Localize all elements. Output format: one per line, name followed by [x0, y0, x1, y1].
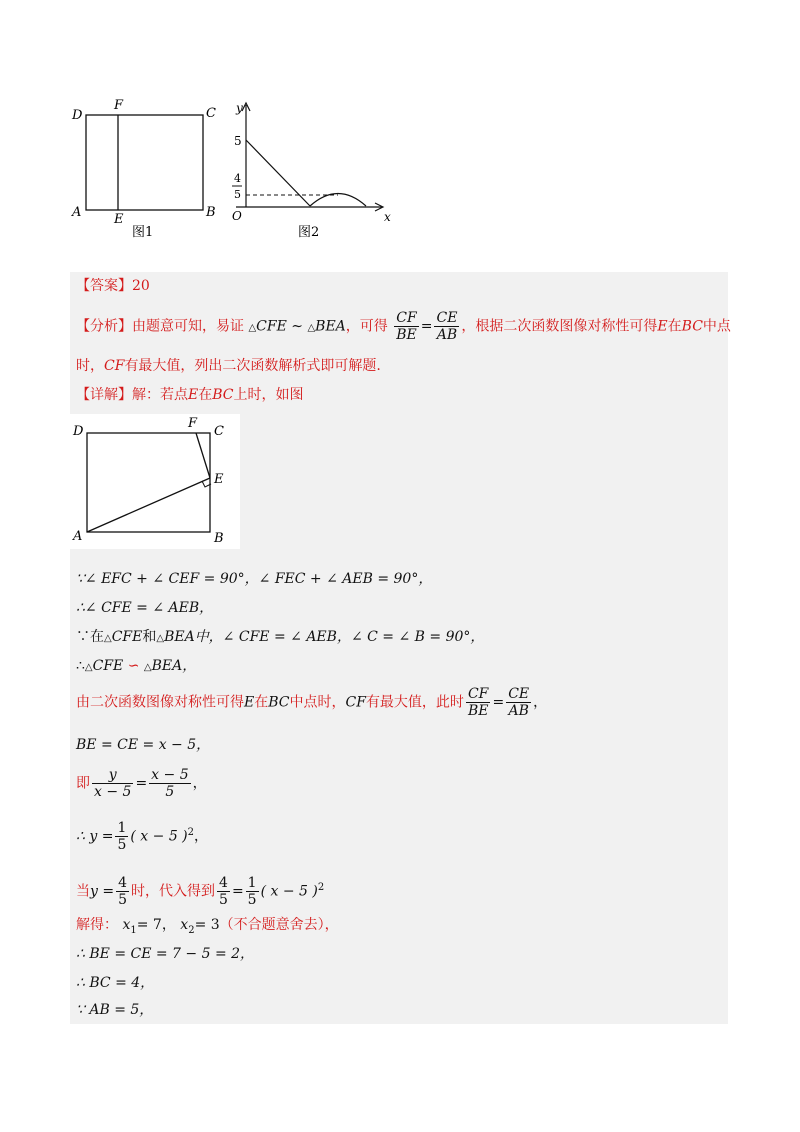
step-text: ，: [194, 828, 209, 845]
x-axis-label: x: [384, 210, 391, 224]
analysis-text: 由题意可知，易证: [132, 318, 244, 335]
label-a: A: [73, 529, 83, 544]
triangle-icon: △: [248, 322, 257, 334]
step-1: ∵∠ EFC + ∠ CEF = 90°，∠ FEC + ∠ AEB = 90°，: [76, 571, 433, 587]
fraction: [394, 310, 419, 343]
point-label: E: [188, 387, 199, 403]
tick-label-5: 5: [234, 134, 242, 148]
variable: x: [180, 917, 189, 933]
step-text: 时，代入得到: [131, 883, 216, 900]
segment-label: BC: [681, 318, 703, 335]
fraction-denominator: 5: [165, 784, 175, 800]
fraction-denominator: BE: [467, 703, 489, 719]
step-7: 即 $\frac{y}{x - 5}$ = $\frac{x - 5}{5}$ ，: [76, 767, 207, 800]
analysis-text: 中点: [702, 318, 731, 335]
step-9: [76, 875, 324, 908]
answer-line: [76, 276, 150, 296]
step-text: = 7，: [136, 917, 176, 933]
step-12: ∴ BC = 4，: [76, 975, 155, 991]
triangle-icon: △: [307, 322, 316, 334]
step-text: ( x − 5 ): [260, 883, 318, 900]
segment-label: BC: [268, 694, 290, 711]
step-5: 由二次函数图像对称性可得E在BC中点时，CF有最大值，此时 $\frac{CF}{BE}$ = $\frac{CE}{AB}$ ，: [76, 686, 548, 719]
figure-2-caption: 图2: [298, 225, 320, 240]
step-text: 即: [76, 775, 90, 792]
triangle-icon: △: [104, 633, 112, 644]
step-3: [76, 627, 484, 649]
label-e: E: [114, 212, 124, 227]
label-f: F: [188, 416, 198, 431]
analysis-line-2: [76, 356, 381, 376]
subscript: 2: [188, 924, 195, 936]
analysis-text: ，可得: [345, 318, 388, 335]
fraction-denominator: AB: [508, 703, 529, 719]
step-4: [76, 656, 196, 678]
fraction-numerator: x − 5: [151, 767, 189, 783]
step-text: ∴ y =: [76, 828, 114, 845]
fraction-numerator: y: [92, 767, 133, 784]
tick-frac-denominator: 5: [234, 188, 241, 201]
detail-text: 解：若点: [132, 387, 188, 403]
triangle-name: CFE: [256, 318, 287, 335]
triangle-name: CFE: [92, 658, 124, 674]
analysis-text: 在: [667, 318, 682, 335]
label-d: D: [72, 108, 83, 123]
step-13: ∵ AB = 5，: [76, 1002, 154, 1018]
fraction: [217, 875, 230, 908]
step-text: ，: [192, 775, 207, 792]
similar-symbol: ∼: [291, 318, 303, 335]
step-10: [76, 915, 339, 941]
step-text: ( x − 5 ): [130, 828, 188, 845]
fraction-denominator: x − 5: [94, 784, 132, 800]
triangle-name: BEA: [164, 629, 195, 645]
detail-text: 上时，如图: [233, 387, 304, 403]
segment-label: BC: [212, 387, 234, 403]
step-text: =: [231, 883, 244, 900]
fraction: [149, 767, 190, 800]
fraction-numerator: 4: [219, 875, 228, 891]
fraction: [92, 767, 133, 800]
detail-line: [76, 385, 304, 405]
step-text: ∵在: [76, 629, 104, 645]
y-axis-label: y: [236, 101, 243, 115]
fraction-denominator: 5: [117, 837, 127, 853]
triangle-icon: △: [156, 633, 165, 644]
origin-label: O: [232, 209, 242, 223]
detail-figure: [70, 414, 240, 549]
tick-frac-numerator: 4: [234, 172, 241, 185]
analysis-text: 有最大值，列出二次函数解析式即可解题.: [124, 358, 381, 374]
step-11: ∴ BE = CE = 7 − 5 = 2，: [76, 946, 255, 962]
label-d: D: [73, 424, 84, 439]
figure-1: [71, 98, 216, 240]
step-8: [76, 820, 208, 853]
triangle-icon: △: [143, 662, 152, 673]
fraction-numerator: 1: [247, 875, 257, 891]
fraction-denominator: 5: [219, 892, 228, 908]
subscript: 1: [130, 924, 137, 936]
segment-label: CF: [345, 694, 366, 711]
step-6: BE = CE = x − 5，: [76, 737, 211, 753]
fraction-numerator: CF: [466, 686, 491, 703]
step-text: 有最大值，此时: [365, 694, 464, 711]
figure-1-caption: 图1: [132, 225, 154, 240]
fraction-denominator: AB: [436, 327, 458, 343]
fraction-denominator: 5: [247, 892, 257, 908]
step-text: = 3: [194, 917, 220, 933]
fraction-numerator: CE: [436, 310, 458, 326]
figure-2: [232, 101, 391, 240]
label-c: C: [214, 424, 224, 439]
fraction: [466, 686, 491, 719]
step-text: 中点时，: [289, 694, 346, 711]
fraction: [434, 310, 459, 343]
solution-panel: [70, 272, 731, 1024]
analysis-line-1: 【分析】由题意可知，易证 △CFE ∼ △BEA，可得 $\frac{CF}{BE}$ = $\frac{CE}{AB}$ ，根据二次函数图像对称性可得E在BC中点: [76, 310, 731, 343]
step-text: 中，∠ CFE = ∠ AEB，∠ C = ∠ B = 90°，: [194, 629, 485, 645]
fraction-denominator: 5: [118, 892, 128, 908]
point-label: E: [244, 694, 255, 711]
fraction: [506, 686, 531, 719]
step-text: 在: [254, 694, 269, 711]
segment-label: CF: [104, 358, 125, 374]
exponent: 2: [317, 881, 325, 893]
analysis-text: 时，: [76, 358, 104, 374]
fraction-numerator: CF: [394, 310, 419, 327]
step-text: 由二次函数图像对称性可得: [76, 694, 244, 711]
triangle-name: BEA: [315, 318, 346, 335]
triangle-name: CFE: [111, 629, 143, 645]
variable: x: [122, 917, 131, 933]
step-text: ∴: [76, 658, 85, 674]
step-text: 解得：: [76, 917, 118, 933]
analysis-tag: 【分析】: [76, 318, 132, 335]
label-b: B: [206, 205, 216, 220]
step-text: 和: [142, 629, 157, 645]
similar-symbol: ∽: [127, 658, 140, 674]
exponent: 2: [187, 826, 195, 838]
answer-tag: 【答案】: [76, 278, 132, 294]
fraction: [246, 875, 259, 908]
label-f: F: [114, 98, 124, 113]
analysis-text: ，根据二次函数图像对称性可得: [461, 318, 658, 335]
step-text: 当: [76, 883, 90, 900]
label-c: C: [206, 106, 216, 121]
problem-figures: [70, 95, 410, 245]
step-text: ，: [533, 694, 548, 711]
triangle-icon: △: [84, 662, 93, 673]
detail-text: 在: [198, 387, 213, 403]
label-b: B: [214, 531, 224, 546]
rectangle-ABCD: [86, 115, 203, 210]
fraction-denominator: BE: [396, 327, 417, 343]
fraction: [115, 820, 128, 853]
triangle-name: BEA，: [151, 658, 197, 674]
fraction: [116, 875, 129, 908]
step-text: y =: [90, 883, 115, 900]
fraction-numerator: CE: [508, 686, 530, 702]
answer-value: 20: [132, 278, 150, 294]
graph-line-segment: [246, 140, 310, 206]
step-text: （不合题意舍去），: [219, 917, 339, 933]
label-a: A: [72, 205, 82, 220]
detail-tag: 【详解】: [76, 387, 132, 403]
step-2: ∴∠ CFE = ∠ AEB，: [76, 600, 214, 616]
fraction-numerator: 4: [118, 875, 128, 891]
label-e: E: [214, 472, 224, 487]
point-label: E: [657, 318, 668, 335]
fraction-numerator: 1: [117, 820, 127, 836]
